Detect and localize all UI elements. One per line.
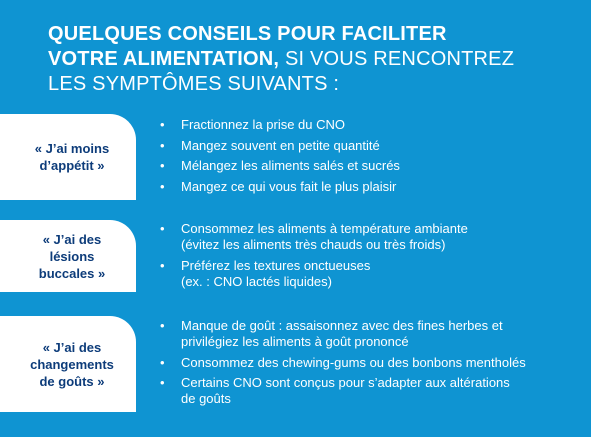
symptom-label-line: changements xyxy=(30,356,114,372)
tips-list-taste xyxy=(160,318,526,412)
symptom-label-line: « J’ai des xyxy=(42,339,102,355)
tip-text: Mangez ce qui vous fait le plus plaisir xyxy=(181,178,397,194)
tip-subtext: (évitez les aliments très chauds ou très froids) xyxy=(181,237,446,252)
tip-item xyxy=(160,158,400,174)
section-appetite xyxy=(0,112,591,204)
symptom-label-line: buccales » xyxy=(38,265,106,281)
symptom-tab-lesions xyxy=(0,220,136,292)
tip-item xyxy=(160,318,526,350)
tip-item xyxy=(160,221,468,253)
tip-subtext: de goûts xyxy=(181,391,231,406)
title-line-2-bold: VOTRE ALIMENTATION, xyxy=(48,48,280,70)
tip-item xyxy=(160,179,400,195)
symptom-label-line: lésions xyxy=(49,248,95,264)
tip-text: Mangez souvent en petite quantité xyxy=(181,137,380,153)
tip-text: Fractionnez la prise du CNO xyxy=(181,117,346,132)
tip-text: Consommez les aliments à température ambiante xyxy=(181,221,468,236)
tip-item xyxy=(160,117,400,133)
tip-item xyxy=(160,355,526,371)
title-line-2 xyxy=(48,47,568,72)
title-line-3: LES SYMPTÔMES SUIVANTS : xyxy=(48,73,340,95)
tip-text: Mélangez les aliments salés et sucrés xyxy=(181,158,400,173)
symptom-tab-taste xyxy=(0,316,136,412)
tips-list-appetite xyxy=(160,117,400,199)
symptom-label-line: d’appétit » xyxy=(39,158,105,173)
tips-list-lesions xyxy=(160,221,468,294)
bullet-icon: • xyxy=(160,117,165,132)
symptom-label-line: de goûts » xyxy=(39,373,105,389)
tip-item xyxy=(160,138,400,154)
bullet-icon: • xyxy=(160,318,165,333)
bullet-icon: • xyxy=(160,257,165,273)
section-taste xyxy=(0,312,591,416)
bullet-icon: • xyxy=(160,375,165,390)
tip-subtext: privilégiez les aliments à goût prononcé xyxy=(181,334,409,349)
tip-item xyxy=(160,375,526,407)
tip-text: Consommez des chewing-gums ou des bonbons mentholés xyxy=(181,354,526,370)
tip-subtext: (ex. : CNO lactés liquides) xyxy=(181,273,332,289)
symptom-label-line: « J’ai des xyxy=(42,231,102,247)
symptom-label-line: « J’ai moins xyxy=(34,141,110,156)
title-line-1-text: QUELQUES CONSEILS POUR FACILITER xyxy=(48,23,447,45)
bullet-icon: • xyxy=(160,158,165,173)
tip-text: Préférez les textures onctueuses xyxy=(181,257,371,273)
bullet-icon: • xyxy=(160,354,165,370)
symptom-tab-appetite xyxy=(0,114,136,200)
bullet-icon: • xyxy=(160,178,165,194)
title-line-1 xyxy=(48,22,568,47)
bullet-icon: • xyxy=(160,137,165,153)
section-lesions xyxy=(0,216,591,296)
tip-text: Manque de goût : assaisonnez avec des fines herbes et xyxy=(181,318,503,333)
page-title xyxy=(48,22,568,97)
bullet-icon: • xyxy=(160,221,165,236)
title-line-2-rest: SI VOUS RENCONTREZ xyxy=(279,48,515,70)
tip-text: Certains CNO sont conçus pour s’adapter aux altérations xyxy=(181,375,510,390)
tip-item xyxy=(160,258,468,290)
